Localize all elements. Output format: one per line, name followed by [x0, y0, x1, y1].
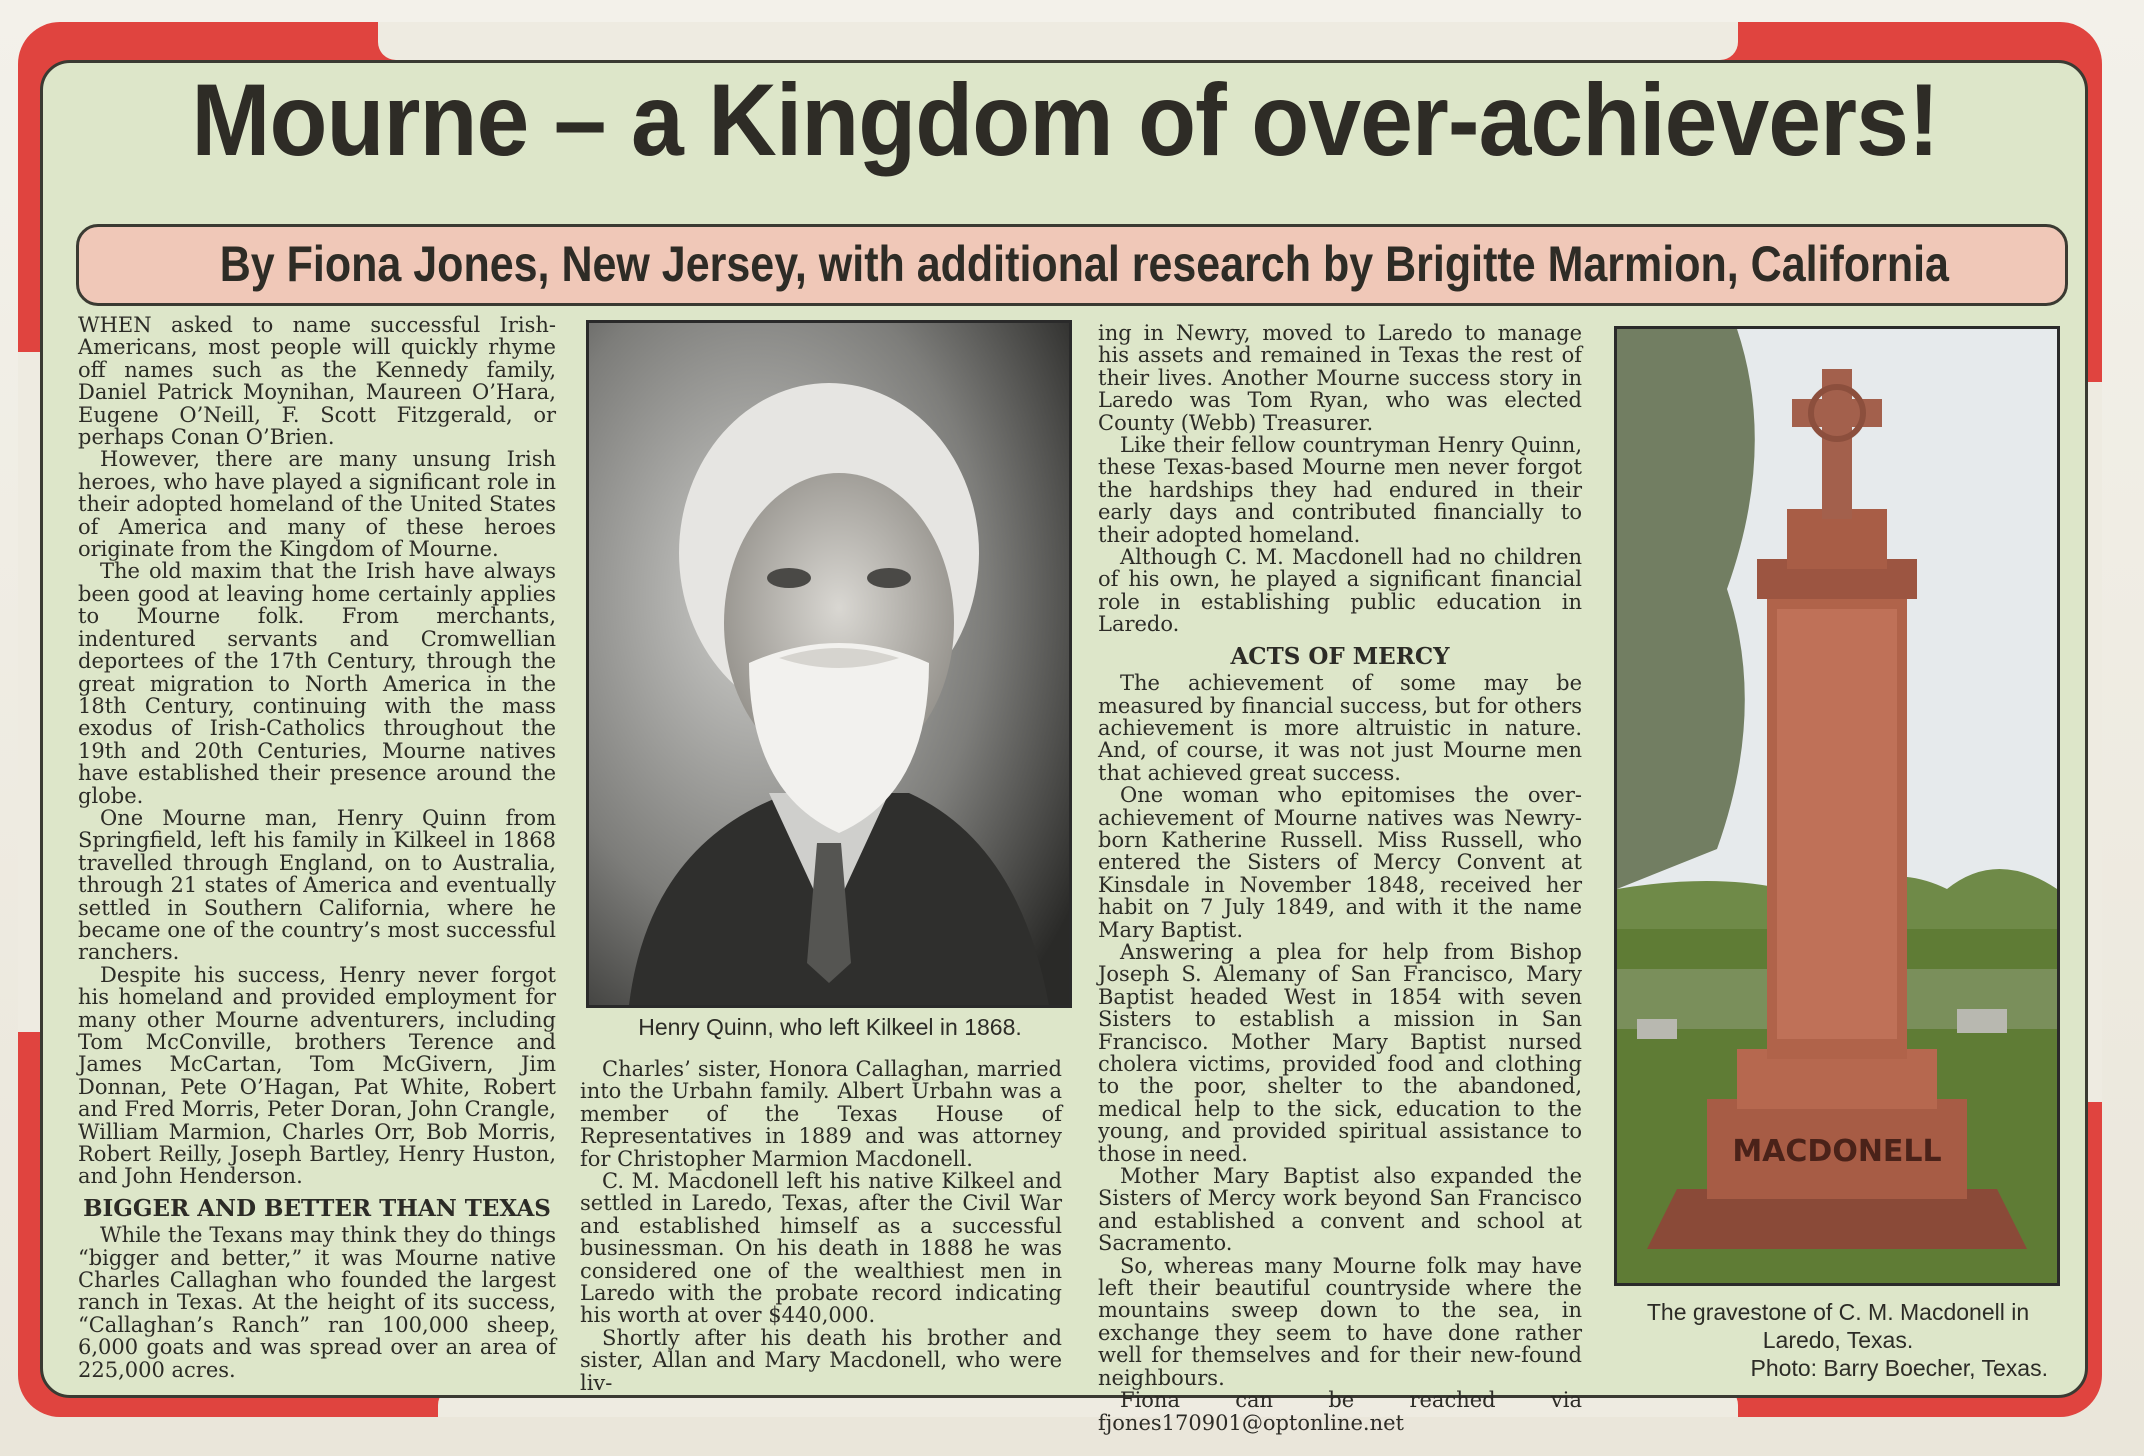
paragraph: WHEN asked to name successful Irish-Americans, most people will quickly rhyme off names such as the Kennedy family, Daniel Patrick Moynihan, Maureen O’Hara, Eugene O’Neill, F. Scott Fitzgerald, or perhaps Conan O’Brien. [78, 313, 556, 450]
paragraph: While the Texans may think they do things “bigger and better,” it was Mourne native Charles Callaghan who founded the largest ranch in Texas. At the height of its success, “Callaghan’s Ranch” ran 100,000 sheep, 6,000 goats and was spread over an area of 225,000 acres. [78, 1223, 556, 1382]
portrait-caption: Henry Quinn, who left Kilkeel in 1868. [638, 1014, 1022, 1040]
paragraph: The old maxim that the Irish have always been good at leaving home certainly applies to Mourne folk. From merchants, indentured servants and Cromwellian deportees of the 17th Century, through the great migration to North America in the 18th Century, continuing with the mass exodus of Irish-Catholics throughout the 19th and 20th Centuries, Mourne natives have established their presence around the globe. [78, 559, 556, 808]
paragraph: ing in Newry, moved to Laredo to manage his assets and remained in Texas the rest of their lives. Another Mourne success story in Laredo was Tom Ryan, who was elected County (Webb) Treasurer. [1098, 321, 1582, 435]
portrait-photo [586, 320, 1072, 1008]
gravestone-caption [1600, 1298, 2076, 1382]
paragraph: One Mourne man, Henry Quinn from Springfield, left his family in Kilkeel in 1868 travelled through England, on to Australia, through 21 states of America and eventually settled in Southern California, where he became one of the country’s most successful ranchers. [78, 805, 556, 965]
portrait-illustration [589, 323, 1069, 1005]
paragraph: The achievement of some may be measured by financial success, but for others achievement is more altruistic in nature. And, of course, it was not just Mourne men that achieved great success. [1098, 671, 1582, 785]
paragraph: Answering a plea for help from Bishop Joseph S. Alemany of San Francisco, Mary Baptist headed West in 1854 with seven Sisters to establish a mission in San Francisco. Mother Mary Baptist nursed cholera victims, provided food and clothing to the poor, shelter to the abandoned, medical help to the sick, education to the young, and provided spiritual assistance to those in need. [1098, 939, 1582, 1166]
paragraph: Mother Mary Baptist also expanded the Sisters of Mercy work beyond San Francisco and established a convent and school at Sacramento. [1098, 1164, 1582, 1256]
caption-line: The gravestone of C. M. Macdonell in [1646, 1299, 2030, 1325]
byline-text: By Fiona Jones, New Jersey, with additional research by Brigitte Marmion, California [219, 236, 1949, 292]
paragraph: Shortly after his death his brother and sister, Allan and Mary Macdonell, who were liv- [580, 1325, 1062, 1395]
caption-line: Photo: Barry Boecher, Texas. [1750, 1355, 2048, 1381]
article-column-1 [78, 314, 556, 1381]
paragraph: Fiona can be reached via fjones170901@optonline.net [1098, 1388, 1582, 1435]
paragraph: Despite his success, Henry never forgot his homeland and provided employment for many other Mourne adventurers, including Tom McConville, brothers Terence and James McCartan, Tom McGivern, Jim Donnan, Pete O’Hagan, Pat White, Robert and Fred Morris, Peter Doran, John Crangle, William Marmion, Charles Orr, Bob Morris, Robert Reilly, Joseph Bartley, Henry Huston, and John Henderson. [78, 962, 556, 1189]
gravestone-inscription: MACDONELL [1732, 1134, 1942, 1169]
paragraph: So, whereas many Mourne folk may have left their beautiful countryside where the mountains sweep down to the sea, in exchange they seem to have done rather well for themselves and for their new-found neighbours. [1098, 1253, 1582, 1390]
paragraph: One woman who epitomises the over-achievement of Mourne natives was Newry-born Katherine Russell. Miss Russell, who entered the Sisters of Mercy Convent at Kinsdale in November 1848, received her habit on 7 July 1849, and with it the name Mary Baptist. [1098, 783, 1582, 942]
gravestone-photo [1614, 326, 2060, 1286]
article-column-2 [580, 1058, 1062, 1394]
gravestone-illustration [1617, 329, 2057, 1283]
article-column-3 [1098, 322, 1582, 1434]
paragraph: Although C. M. Macdonell had no children of his own, he played a significant financial role in establishing public education in Laredo. [1098, 545, 1582, 637]
byline-box [76, 224, 2068, 306]
paragraph: C. M. Macdonell left his native Kilkeel and settled in Laredo, Texas, after the Civil War and established himself as a successful businessman. On his death in 1888 he was considered one of the wealthiest men in Laredo with the probate record indicating his worth at over $440,000. [580, 1169, 1062, 1328]
paragraph: Like their fellow countryman Henry Quinn, these Texas-based Mourne men never forgot the hardships they had endured in their early days and contributed financially to their adopted homeland. [1098, 433, 1582, 547]
subheading: BIGGER AND BETTER THAN TEXAS [83, 1194, 551, 1222]
subheading: ACTS OF MERCY [1230, 642, 1450, 670]
article-headline: Mourne – a Kingdom of over-achievers! [191, 63, 1939, 177]
paragraph: However, there are many unsung Irish heroes, who have played a significant role in their adopted homeland of the United States of America and many of these heroes originate from the Kingdom of Mourne. [78, 447, 556, 562]
paragraph: Charles’ sister, Honora Callaghan, married into the Urbahn family. Albert Urbahn was a member of the Texas House of Representatives in 1889 and was attorney for Christopher Marmion Macdonell. [580, 1057, 1062, 1171]
caption-line: Laredo, Texas. [1762, 1327, 1914, 1353]
